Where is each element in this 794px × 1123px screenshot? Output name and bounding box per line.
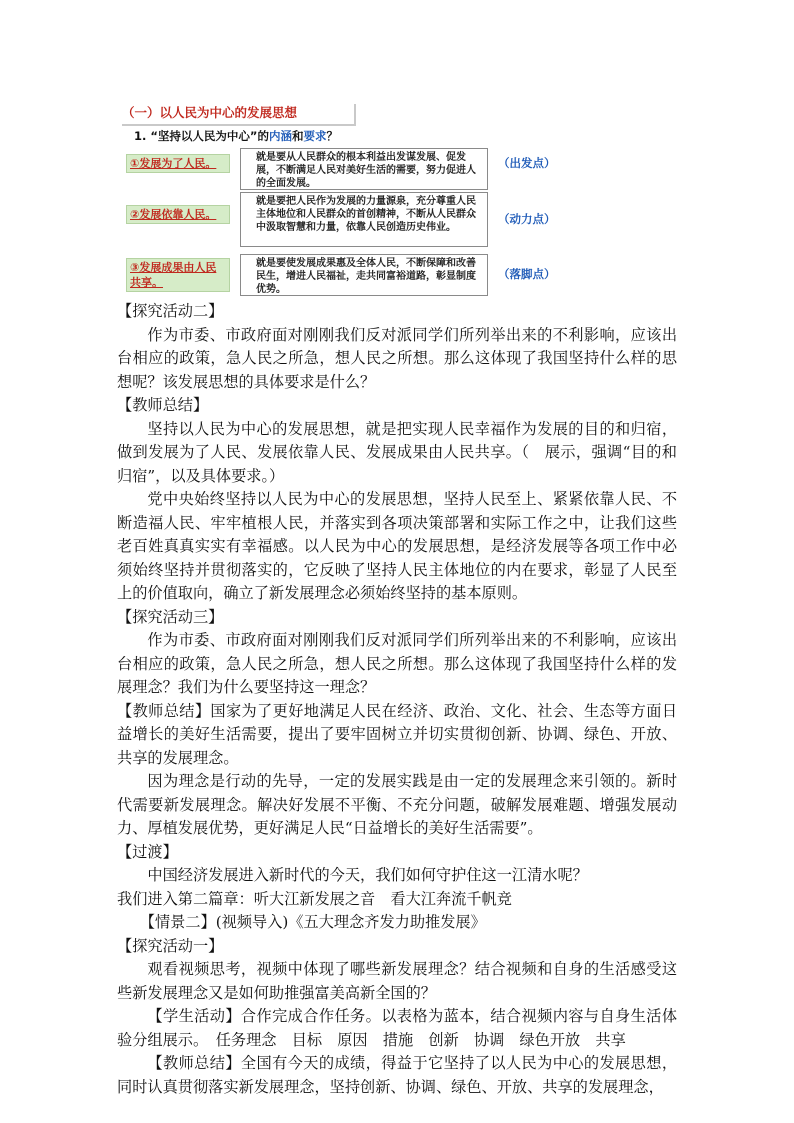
question-word-yaoqiu: 要求 (303, 129, 327, 143)
question-mid: 和 (292, 129, 304, 143)
row-text: 就是要使发展成果惠及全体人民，不断保障和改善民生，增进人民福祉，走共同富裕道路，彰显制度优势。 (240, 254, 488, 296)
question-word-neihan: 内涵 (269, 129, 292, 143)
section-tag: 【教师总结】 (117, 396, 209, 414)
paragraph: 因为理念是行动的先导，一定的发展实践是由一定的发展理念来引领的。新时代需要新发展理念。解决好发展不平衡、不充分问题，破解发展难题、增强发展动力、厚植发展优势，更好满足人民“日益增长的美好生活需要”。 (117, 772, 677, 837)
paragraph: 党中央始终坚持以人民为中心的发展思想，坚持人民至上、紧紧依靠人民、不断造福人民、牢牢植根人民，并落实到各项决策部署和实际工作之中，让我们这些老百姓真真实实有幸福感。以人民为中心的发展思想，是经济发展等各项工作中必须始终坚持并贯彻落实的，它反映了坚持人民主体地位的内在要求，彰显了人民至上的价值取向，确立了新发展理念必须始终坚持的基本原则。 (117, 490, 677, 602)
paragraph: 坚持以人民为中心的发展思想，就是把实现人民幸福作为发展的目的和归宿，做到发展为了人民、发展依靠人民、发展成果由人民共享。（ 展示，强调“目的和归宿”，以及具体要求。） (117, 419, 677, 485)
row-point: （落脚点） (498, 267, 556, 281)
figure-heading: （一）以人民为中心的发展思想 (122, 104, 356, 126)
paragraph: 观看视频思考，视频中体现了哪些新发展理念？结合视频和自身的生活感受这些新发展理念又是如何助推强富美高新全国的？ (117, 960, 677, 1002)
row-point: （动力点） (498, 212, 556, 226)
paragraph: 【情景二】(视频导入)《五大理念齐发力助推发展》 (139, 913, 486, 931)
section-tag: 【探究活动二】 (117, 302, 224, 320)
paragraph: 【教师总结】全国有今天的成绩，得益于它坚持了以人民为中心的发展思想，同时认真贯彻落实新发展理念，坚持创新、协调、绿色、开放、共享的发展理念， (117, 1054, 677, 1096)
row-text: 就是要从人民群众的根本利益出发谋发展、促发展，不断满足人民对美好生活的需要，努力促进人的全面发展。 (240, 148, 488, 190)
paragraph: 【教师总结】国家为了更好地满足人民在经济、政治、文化、社会、生态等方面日益增长的美好生活需要，提出了要牢固树立并切实贯彻创新、协调、绿色、开放、共享的发展理念。 (117, 701, 677, 767)
section-tag: 【探究活动三】 (117, 607, 224, 626)
row-text: 就是要把人民作为发展的力量源泉，充分尊重人民主体地位和人民群众的首创精神，不断从人民群众中汲取智慧和力量，依靠人民创造历史伟业。 (240, 192, 488, 247)
paragraph: 作为市委、市政府面对刚刚我们反对派同学们所列举出来的不利影响，应该出台相应的政策，急人民之所急，想人民之所想。那么这体现了我国坚持什么样的思想呢？该发展思想的具体要求是什么？ (117, 325, 677, 391)
concept-figure (116, 100, 586, 300)
row-label: ①发展为了人民。 (126, 154, 230, 173)
section-tag: 【过渡】 (117, 842, 178, 861)
row-label: ③发展成果由人民共享。 (126, 258, 230, 292)
paragraph: 中国经济发展进入新时代的今天，我们如何守护住这一江清水呢？ (147, 866, 588, 884)
paragraph: 【学生活动】合作完成合作任务。以表格为蓝本，结合视频内容与自身生活体验分组展示。 任务理念 目标 原因 措施 创新 协调 绿色开放 共享 (117, 1007, 677, 1049)
section-tag: 【探究活动一】 (117, 936, 224, 955)
row-point: （出发点） (498, 156, 556, 170)
paragraph: 作为市委、市政府面对刚刚我们反对派同学们所列举出来的不利影响，应该出台相应的政策，急人民之所急，想人民之所想。那么这体现了我国坚持什么样的发展理念？我们为什么要坚持这一理念？ (117, 631, 677, 696)
lesson-text (117, 300, 677, 1099)
question-suffix: ？ (326, 129, 338, 143)
paragraph: 我们进入第二篇章：听大江新发展之音 看大江奔流千帆竞 (117, 889, 512, 908)
figure-question (134, 128, 338, 144)
question-prefix: 1. “坚持以人民为中心”的 (134, 129, 269, 143)
row-label: ②发展依靠人民。 (126, 205, 230, 224)
